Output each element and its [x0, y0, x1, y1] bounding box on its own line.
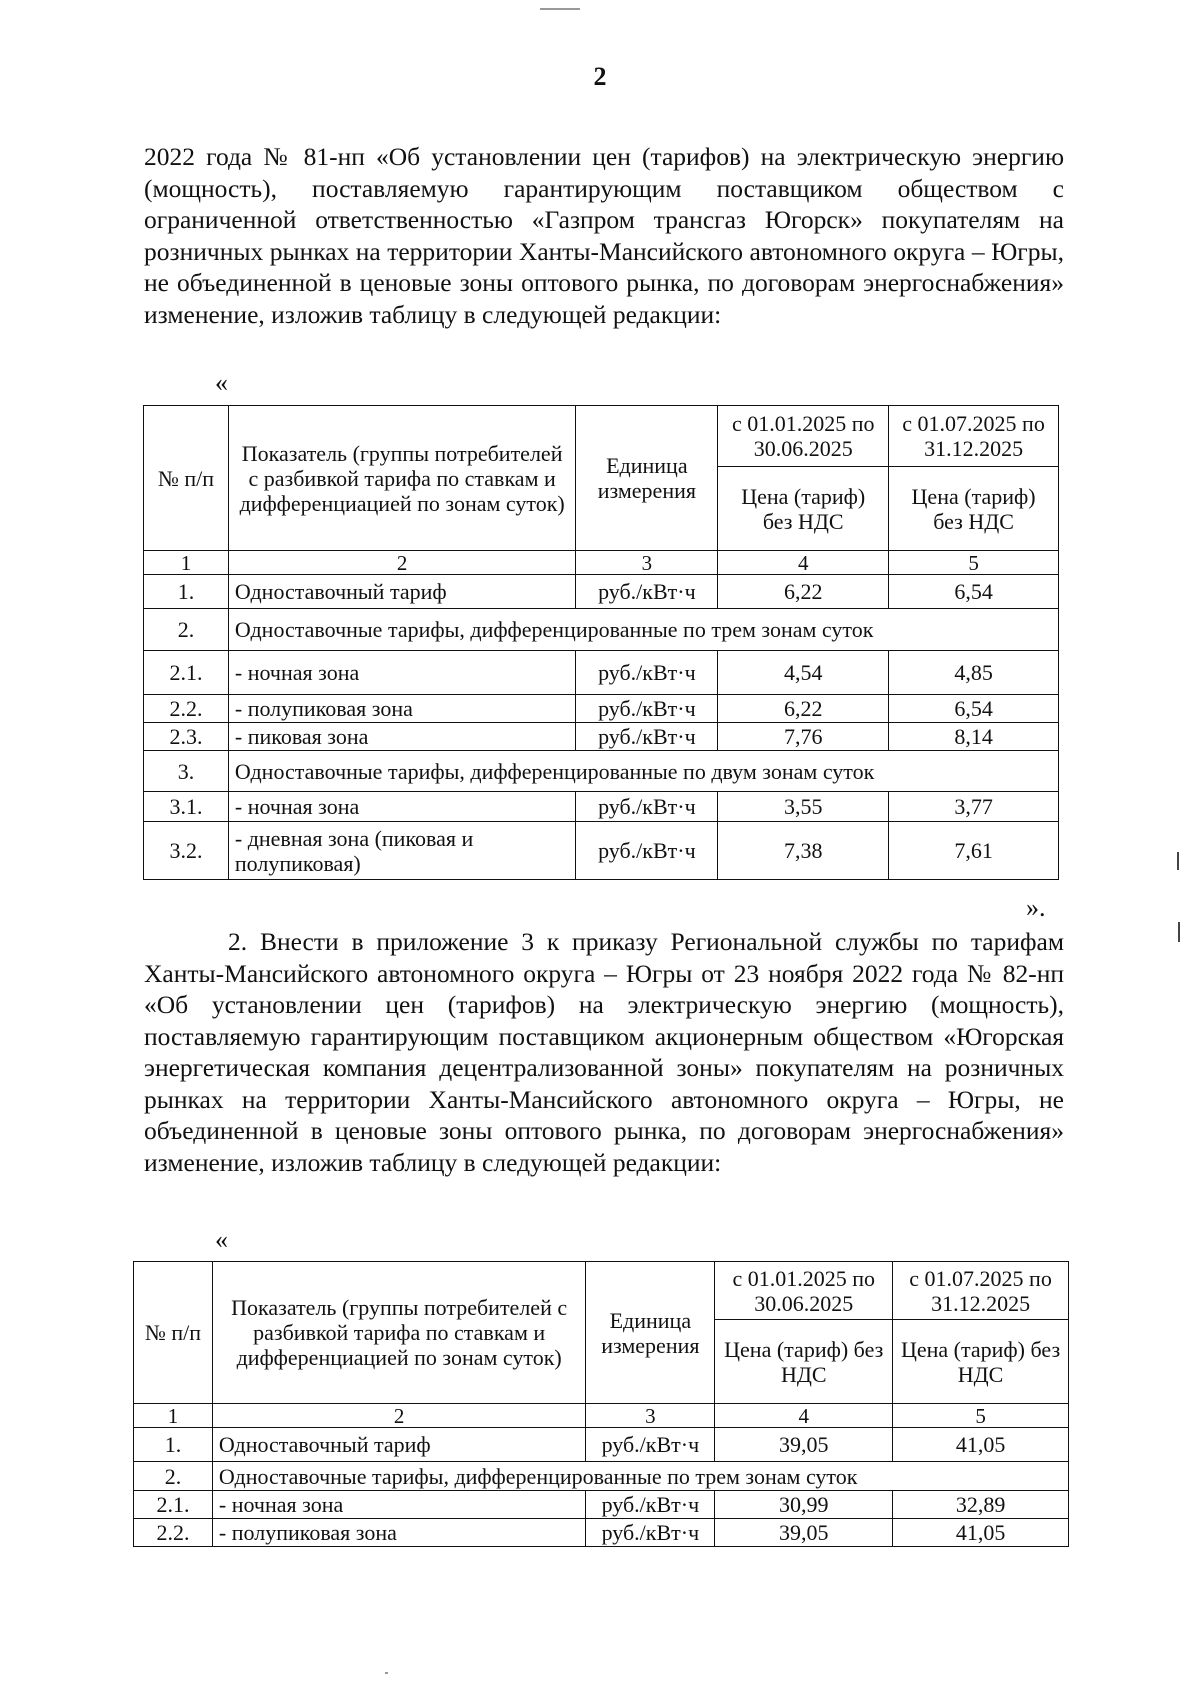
row-unit: руб./кВт·ч: [576, 792, 718, 822]
table-row: [144, 695, 1059, 723]
row-value-1: 30,99: [715, 1491, 893, 1519]
row-value-1: 6,22: [718, 575, 889, 609]
row-name: - дневная зона (пиковая и полупиковая): [228, 822, 576, 880]
row-name: - полупиковая зона: [212, 1519, 585, 1547]
col-number: 2: [212, 1404, 585, 1428]
row-num: 2.2.: [144, 695, 229, 723]
scan-speck: [385, 1672, 388, 1674]
table-row: [134, 1519, 1069, 1547]
row-name: - ночная зона: [212, 1491, 585, 1519]
table-row: [144, 822, 1059, 880]
row-value-1: 7,76: [718, 723, 889, 751]
row-value-1: 6,22: [718, 695, 889, 723]
row-value-2: 6,54: [889, 695, 1059, 723]
row-num: 2.: [144, 609, 229, 651]
row-value-2: 3,77: [889, 792, 1059, 822]
table-row: [144, 792, 1059, 822]
header-indicator: Показатель (группы потребителей с разбивкой тарифа по ставкам и дифференциацией по зонам суток): [212, 1262, 585, 1404]
col-number: 3: [586, 1404, 715, 1428]
col-number: 4: [718, 551, 889, 575]
col-number: 5: [893, 1404, 1069, 1428]
row-value-2: 41,05: [893, 1519, 1069, 1547]
header-period-2: с 01.07.2025 по 31.12.2025: [893, 1262, 1069, 1320]
table-row: [134, 1462, 1069, 1491]
table-row: [144, 751, 1059, 792]
row-num: 2.: [134, 1462, 213, 1491]
row-value-1: 4,54: [718, 651, 889, 695]
row-num: 2.1.: [144, 651, 229, 695]
row-unit: руб./кВт·ч: [586, 1519, 715, 1547]
header-num: № п/п: [134, 1262, 213, 1404]
row-num: 1.: [134, 1428, 213, 1462]
scan-mark: [1177, 852, 1179, 870]
row-unit: руб./кВт·ч: [576, 723, 718, 751]
row-value-1: 7,38: [718, 822, 889, 880]
row-name: Одноставочные тарифы, дифференцированные по трем зонам суток: [212, 1462, 1068, 1491]
row-name: - ночная зона: [228, 792, 576, 822]
row-name: Одноставочный тариф: [228, 575, 576, 609]
row-name: Одноставочные тарифы, дифференцированные по трем зонам суток: [228, 609, 1058, 651]
row-name: - ночная зона: [228, 651, 576, 695]
row-value-2: 32,89: [893, 1491, 1069, 1519]
table-row: [134, 1428, 1069, 1462]
row-name: Одноставочные тарифы, дифференцированные по двум зонам суток: [228, 751, 1058, 792]
row-name: Одноставочный тариф: [212, 1428, 585, 1462]
tariff-table-2: [133, 1261, 1069, 1547]
header-unit: Единица измерения: [586, 1262, 715, 1404]
row-value-1: 39,05: [715, 1519, 893, 1547]
row-value-1: 39,05: [715, 1428, 893, 1462]
table-row: [144, 575, 1059, 609]
row-num: 3.: [144, 751, 229, 792]
paragraph-1: 2022 года № 81-нп «Об установлении цен (тарифов) на электрическую энергию (мощность), поставляемую гарантирующим поставщиком обществом с ограниченной ответственностью «Газпром трансгаз Югорск» покупателям на розничных рынках на территории Ханты-Мансийского автономного округа – Югры, не объединенной в ценовые зоны оптового рынка, по договорам энергоснабжения» изменение, изложив таблицу в следующей редакции:: [144, 142, 1064, 329]
col-number: 1: [144, 551, 229, 575]
quote-open-1: «: [215, 368, 228, 397]
header-indicator: Показатель (группы потребителей с разбивкой тарифа по ставкам и дифференциацией по зонам суток): [228, 406, 576, 551]
paragraph-2: 2. Внести в приложение 3 к приказу Региональной службы по тарифам Ханты-Мансийского автономного округа – Югры от 23 ноября 2022 года № 82-нп «Об установлении цен (тарифов) на электрическую энергию (мощность), поставляемую гарантирующим поставщиком акционерным обществом «Югорская энергетическая компания децентрализованной зоны» покупателям на розничных рынках на территории Ханты-Мансийского автономного округа – Югры, не объединенной в ценовые зоны оптового рынка, по договорам энергоснабжения» изменение, изложив таблицу в следующей редакции:: [144, 927, 1064, 1177]
quote-open-2: «: [215, 1225, 228, 1254]
scan-mark: [1178, 922, 1180, 942]
row-value-2: 7,61: [889, 822, 1059, 880]
header-num: № п/п: [144, 406, 229, 551]
row-name: - пиковая зона: [228, 723, 576, 751]
scan-speck: [540, 8, 580, 10]
header-period-1: с 01.01.2025 по 30.06.2025: [718, 406, 889, 467]
row-unit: руб./кВт·ч: [586, 1428, 715, 1462]
header-price-2: Цена (тариф) без НДС: [889, 467, 1059, 551]
row-num: 3.2.: [144, 822, 229, 880]
header-price-1: Цена (тариф) без НДС: [715, 1320, 893, 1404]
row-value-1: 3,55: [718, 792, 889, 822]
row-num: 3.1.: [144, 792, 229, 822]
col-number: 3: [576, 551, 718, 575]
row-unit: руб./кВт·ч: [576, 695, 718, 723]
header-price-2: Цена (тариф) без НДС: [893, 1320, 1069, 1404]
table-row: [134, 1491, 1069, 1519]
col-number: 2: [228, 551, 576, 575]
row-value-2: 6,54: [889, 575, 1059, 609]
quote-close-1: ».: [1026, 893, 1046, 922]
col-number: 1: [134, 1404, 213, 1428]
row-unit: руб./кВт·ч: [576, 822, 718, 880]
table-row: [144, 723, 1059, 751]
header-period-2: с 01.07.2025 по 31.12.2025: [889, 406, 1059, 467]
page-number: 2: [593, 62, 607, 91]
col-number: 5: [889, 551, 1059, 575]
table-row: [144, 651, 1059, 695]
row-num: 2.2.: [134, 1519, 213, 1547]
row-value-2: 4,85: [889, 651, 1059, 695]
row-num: 2.1.: [134, 1491, 213, 1519]
row-name: - полупиковая зона: [228, 695, 576, 723]
header-price-1: Цена (тариф) без НДС: [718, 467, 889, 551]
tariff-table-1: [143, 405, 1059, 880]
header-unit: Единица измерения: [576, 406, 718, 551]
row-num: 2.3.: [144, 723, 229, 751]
col-number: 4: [715, 1404, 893, 1428]
row-unit: руб./кВт·ч: [576, 575, 718, 609]
row-unit: руб./кВт·ч: [586, 1491, 715, 1519]
header-period-1: с 01.01.2025 по 30.06.2025: [715, 1262, 893, 1320]
row-unit: руб./кВт·ч: [576, 651, 718, 695]
table-row: [144, 609, 1059, 651]
row-value-2: 8,14: [889, 723, 1059, 751]
row-num: 1.: [144, 575, 229, 609]
row-value-2: 41,05: [893, 1428, 1069, 1462]
